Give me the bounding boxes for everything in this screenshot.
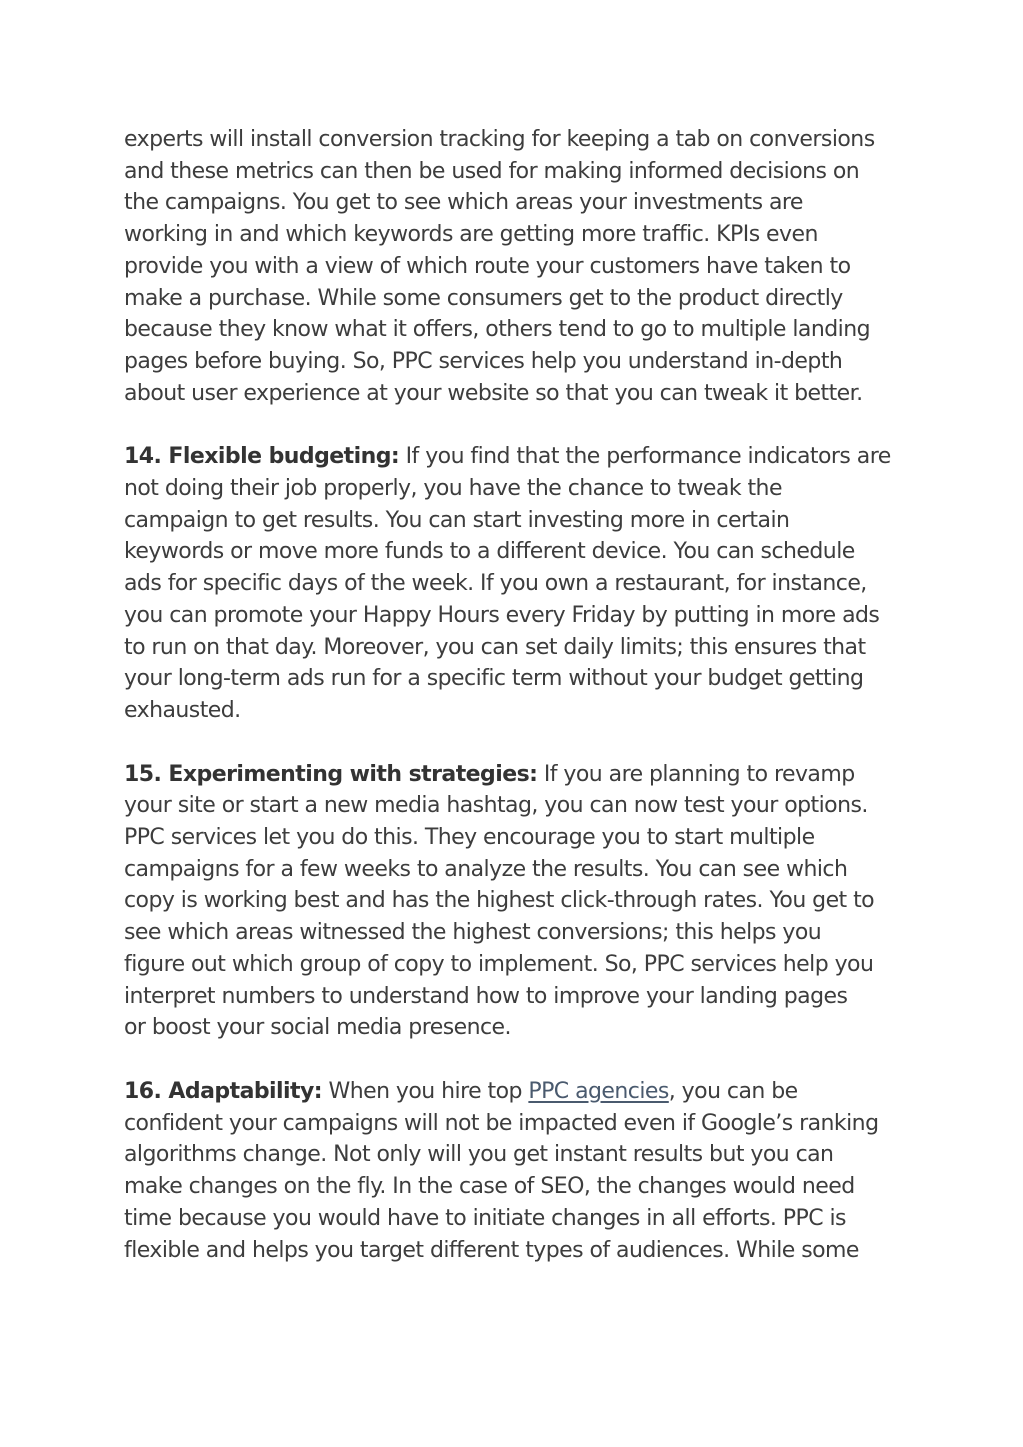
text-run: , you can be xyxy=(668,1078,798,1104)
ppc-agencies-link[interactable]: PPC agencies xyxy=(528,1078,669,1104)
text-line: figure out which group of copy to implement. So, PPC services help you xyxy=(124,951,874,977)
intro-paragraph xyxy=(124,124,914,409)
section-heading: 15. Experimenting with strategies: xyxy=(124,761,538,787)
text-line: your long-term ads run for a specific term without your budget getting xyxy=(124,666,864,692)
text-line: about user experience at your website so that you can tweak it better. xyxy=(124,380,863,406)
text-line xyxy=(124,1076,914,1108)
text-line: campaign to get results. You can start investing more in certain xyxy=(124,507,790,533)
document-page xyxy=(124,124,914,1298)
text-run: When you hire top xyxy=(322,1078,529,1104)
text-line: flexible and helps you target different types of audiences. While some xyxy=(124,1237,859,1263)
section-heading: 14. Flexible budgeting: xyxy=(124,444,400,470)
text-line: not doing their job properly, you have the chance to tweak the xyxy=(124,476,782,502)
text-line xyxy=(124,441,914,473)
text-line: your site or start a new media hashtag, you can now test your options. xyxy=(124,793,868,819)
text-run: If you are planning to revamp xyxy=(537,761,855,787)
text-line: confident your campaigns will not be impacted even if Google’s ranking xyxy=(124,1110,879,1136)
section-flexible-budgeting xyxy=(124,441,914,726)
text-line: copy is working best and has the highest click-through rates. You get to xyxy=(124,888,875,914)
text-line: working in and which keywords are getting more traffic. KPIs even xyxy=(124,222,818,248)
section-heading: 16. Adaptability: xyxy=(124,1078,323,1104)
text-line: see which areas witnessed the highest conversions; this helps you xyxy=(124,920,822,946)
text-line: interpret numbers to understand how to improve your landing pages xyxy=(124,983,848,1009)
text-line: or boost your social media presence. xyxy=(124,1015,511,1041)
text-line: time because you would have to initiate changes in all efforts. PPC is xyxy=(124,1205,846,1231)
text-run: If you find that the performance indicators are xyxy=(399,444,891,470)
section-adaptability xyxy=(124,1076,914,1266)
text-line: pages before buying. So, PPC services help you understand in-depth xyxy=(124,348,843,374)
text-line: and these metrics can then be used for making informed decisions on xyxy=(124,158,860,184)
text-line: you can promote your Happy Hours every Friday by putting in more ads xyxy=(124,602,880,628)
text-line: exhausted. xyxy=(124,697,241,723)
text-line: ads for specific days of the week. If you own a restaurant, for instance, xyxy=(124,571,867,597)
text-line: to run on that day. Moreover, you can set daily limits; this ensures that xyxy=(124,634,866,660)
text-line: PPC services let you do this. They encourage you to start multiple xyxy=(124,825,815,851)
text-line: campaigns for a few weeks to analyze the results. You can see which xyxy=(124,856,848,882)
text-line: algorithms change. Not only will you get instant results but you can xyxy=(124,1142,834,1168)
text-line xyxy=(124,759,914,791)
text-line: because they know what it offers, others tend to go to multiple landing xyxy=(124,317,871,343)
text-line: experts will install conversion tracking for keeping a tab on conversions xyxy=(124,127,875,152)
text-line: make a purchase. While some consumers get to the product directly xyxy=(124,285,843,311)
text-line: keywords or move more funds to a different device. You can schedule xyxy=(124,539,855,565)
text-line: the campaigns. You get to see which areas your investments are xyxy=(124,190,803,216)
text-line: provide you with a view of which route your customers have taken to xyxy=(124,253,851,279)
section-experimenting-with-strategies xyxy=(124,759,914,1044)
text-line: make changes on the fly. In the case of SEO, the changes would need xyxy=(124,1174,855,1200)
